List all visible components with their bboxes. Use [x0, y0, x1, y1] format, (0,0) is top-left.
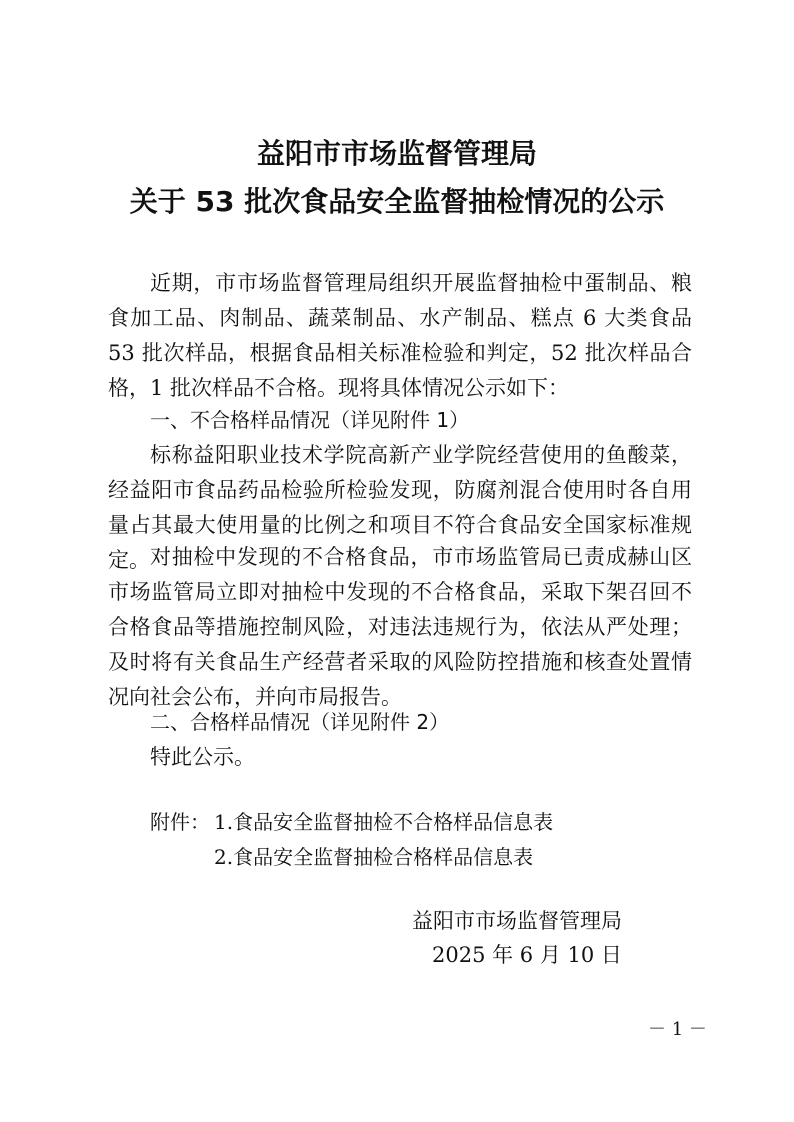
- attachment-item-2: 2.食品安全监督抽检合格样品信息表: [214, 845, 534, 869]
- section-heading-qualified: 二、合格样品情况（详见附件 2）: [150, 710, 450, 734]
- document-title-line-1: 益阳市市场监督管理局: [256, 137, 537, 170]
- closing-paragraph: 特此公示。: [150, 745, 255, 769]
- attachments-label: 附件：: [150, 810, 210, 834]
- document-title-line-2: 关于 53 批次食品安全监督抽检情况的公示: [129, 185, 665, 218]
- signature-organization: 益阳市市场监督管理局: [412, 909, 622, 933]
- page-number: － 1 －: [648, 1019, 707, 1040]
- action-paragraph: 对抽检中发现的不合格食品，市市场监管局已责成赫山区市场监管局立即对抽检中发现的不合格食品，采取下架召回不合格食品等措施控制风险，对违法违规行为，依法从严处理；及时将有关食品生产经营者采取的风险防控措施和核查处置情况向社会公布，并向市局报告。: [108, 545, 692, 709]
- intro-paragraph: 近期，市市场监督管理局组织开展监督抽检中蛋制品、粮食加工品、肉制品、蔬菜制品、水产制品、糕点 6 大类食品 53 批次样品，根据食品相关标准检验和判定，52 批次样品合格，1 批次样品不合格。现将具体情况公示如下：: [108, 271, 692, 400]
- signature-date: 2025 年 6 月 10 日: [432, 943, 622, 967]
- unqualified-detail-paragraph: 标称益阳职业技术学院高新产业学院经营使用的鱼酸菜，经益阳市食品药品检验所检验发现，防腐剂混合使用时各自用量占其最大使用量的比例之和项目不符合食品安全国家标准规定。: [108, 443, 692, 572]
- attachment-item-1: 1.食品安全监督抽检不合格样品信息表: [214, 810, 554, 834]
- section-heading-unqualified: 一、不合格样品情况（详见附件 1）: [150, 408, 470, 432]
